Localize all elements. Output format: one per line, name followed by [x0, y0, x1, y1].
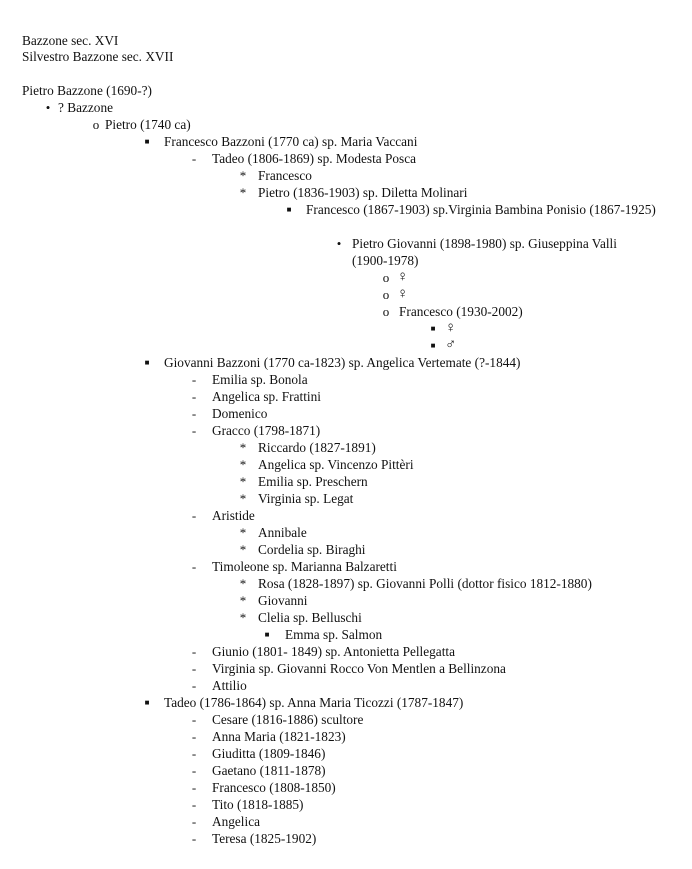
child-item: Tito (1818-1885): [212, 797, 304, 812]
child-item: Attilio: [212, 678, 247, 693]
bullet-square: ■: [286, 205, 292, 214]
male-symbol: ♂: [445, 337, 457, 353]
grandchild-item: Emilia sp. Preschern: [258, 474, 368, 489]
child-item: Timoleone sp. Marianna Balzaretti: [212, 559, 397, 574]
bullet-dash: -: [191, 797, 197, 812]
bullet-square: ■: [430, 341, 436, 350]
child-item: Francesco (1808-1850): [212, 780, 336, 795]
person-pietro-giovanni: Pietro Giovanni (1898-1980) sp. Giuseppina Valli (1900-1978): [352, 236, 617, 268]
bullet-disc: •: [45, 100, 51, 115]
bullet-star: *: [239, 525, 247, 540]
bullet-dash: -: [191, 406, 197, 421]
child-item: Giunio (1801- 1849) sp. Antonietta Pellegatta: [212, 644, 455, 659]
child-item: Gracco (1798-1871): [212, 423, 321, 438]
bullet-dash: -: [191, 389, 197, 404]
bullet-star: *: [239, 440, 247, 455]
bullet-dash: -: [191, 712, 197, 727]
bullet-square: ■: [144, 358, 150, 367]
bullet-dash: -: [191, 831, 197, 846]
bullet-dash: -: [191, 661, 197, 676]
bullet-star: *: [239, 457, 247, 472]
grandchild-item: Giovanni: [258, 593, 308, 608]
grandchild-item: Annibale: [258, 525, 307, 540]
grandchild-item: Cordelia sp. Biraghi: [258, 542, 366, 557]
bullet-circle: o: [382, 287, 390, 302]
female-symbol: ♀: [397, 269, 409, 285]
grandchild-item: Angelica sp. Vincenzo Pittèri: [258, 457, 414, 472]
child-item: Virginia sp. Giovanni Rocco Von Mentlen a Bellinzona: [212, 661, 506, 676]
child-item: Cesare (1816-1886) scultore: [212, 712, 364, 727]
bullet-square: ■: [264, 630, 270, 639]
tree-level-1: ? Bazzone: [58, 100, 113, 115]
bullet-circle: o: [382, 270, 390, 285]
child-item: Anna Maria (1821-1823): [212, 729, 346, 744]
header-line-1: Bazzone sec. XVI: [22, 33, 119, 48]
root-ancestor: Pietro Bazzone (1690-?): [22, 83, 152, 98]
child-item: Domenico: [212, 406, 268, 421]
grandchild-item: Riccardo (1827-1891): [258, 440, 376, 455]
person-tadeo-1806: Tadeo (1806-1869) sp. Modesta Posca: [212, 151, 417, 166]
bullet-dash: -: [191, 780, 197, 795]
bullet-disc: •: [336, 236, 342, 251]
bullet-star: *: [239, 491, 247, 506]
bullet-dash: -: [191, 729, 197, 744]
female-symbol: ♀: [397, 286, 409, 302]
bullet-dash: -: [191, 559, 197, 574]
female-symbol: ♀: [445, 320, 457, 336]
grandchild-item: Rosa (1828-1897) sp. Giovanni Polli (dottor fisico 1812-1880): [258, 576, 592, 591]
bullet-star: *: [239, 576, 247, 591]
bullet-star: *: [239, 593, 247, 608]
branch-francesco-bazzoni: Francesco Bazzoni (1770 ca) sp. Maria Vaccani: [164, 134, 418, 149]
bullet-star: *: [239, 474, 247, 489]
bullet-star: *: [239, 168, 247, 183]
bullet-square: ■: [144, 137, 150, 146]
child-item: Emilia sp. Bonola: [212, 372, 308, 387]
child-item: Angelica: [212, 814, 260, 829]
person-francesco-1930: Francesco (1930-2002): [399, 304, 523, 319]
child-item: Aristide: [212, 508, 255, 523]
tree-level-2: Pietro (1740 ca): [105, 117, 191, 132]
child-item: Teresa (1825-1902): [212, 831, 317, 846]
branch-giovanni-bazzoni: Giovanni Bazzoni (1770 ca-1823) sp. Angelica Vertemate (?-1844): [164, 355, 521, 370]
bullet-star: *: [239, 542, 247, 557]
bullet-dash: -: [191, 814, 197, 829]
person-francesco: Francesco: [258, 168, 312, 183]
bullet-dash: -: [191, 151, 197, 166]
bullet-dash: -: [191, 372, 197, 387]
bullet-square: ■: [144, 698, 150, 707]
child-item: Giuditta (1809-1846): [212, 746, 326, 761]
bullet-dash: -: [191, 746, 197, 761]
bullet-star: *: [239, 610, 247, 625]
person-pietro-1836: Pietro (1836-1903) sp. Diletta Molinari: [258, 185, 468, 200]
grandchild-item: Clelia sp. Belluschi: [258, 610, 362, 625]
bullet-dash: -: [191, 763, 197, 778]
bullet-star: *: [239, 185, 247, 200]
person-francesco-1867: Francesco (1867-1903) sp.Virginia Bambina Ponisio (1867-1925): [306, 202, 656, 217]
bullet-square: ■: [430, 324, 436, 333]
branch-tadeo-1786: Tadeo (1786-1864) sp. Anna Maria Ticozzi (1787-1847): [164, 695, 464, 710]
bullet-dash: -: [191, 423, 197, 438]
bullet-circle: o: [92, 117, 100, 132]
bullet-dash: -: [191, 644, 197, 659]
grandchild-item: Virginia sp. Legat: [258, 491, 354, 506]
bullet-circle: o: [382, 304, 390, 319]
great-grandchild-item: Emma sp. Salmon: [285, 627, 383, 642]
bullet-dash: -: [191, 508, 197, 523]
bullet-dash: -: [191, 678, 197, 693]
child-item: Angelica sp. Frattini: [212, 389, 321, 404]
child-item: Gaetano (1811-1878): [212, 763, 326, 778]
header-line-2: Silvestro Bazzone sec. XVII: [22, 49, 174, 64]
